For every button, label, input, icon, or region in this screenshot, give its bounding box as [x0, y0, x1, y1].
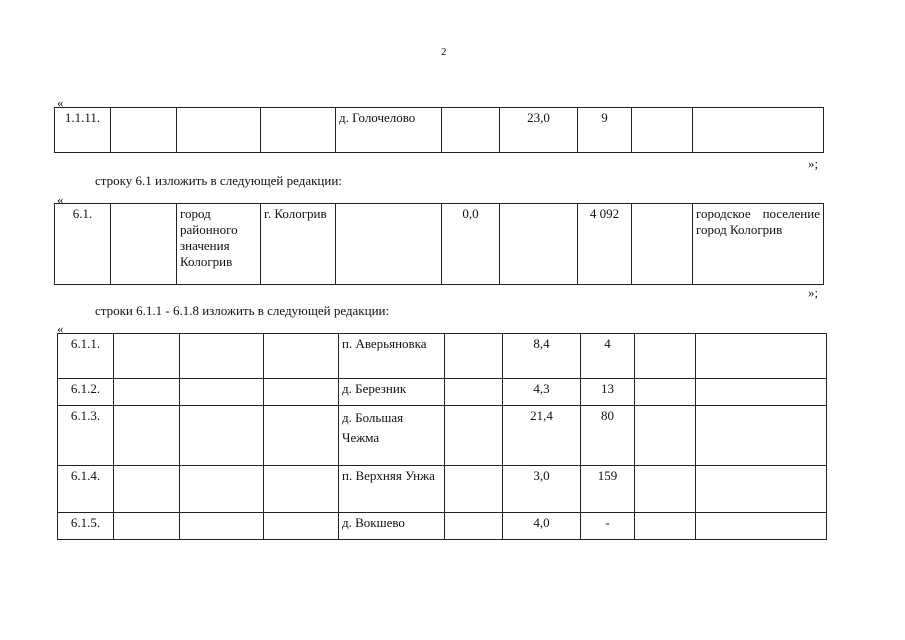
municipality: городское поселение город Кологрив [693, 204, 824, 285]
settlement-short: г. Кологрив [261, 204, 336, 285]
table-1 [54, 107, 824, 153]
row-number: 6.1.3. [58, 406, 114, 466]
population-value: 9 [578, 108, 632, 153]
cell [180, 406, 264, 466]
row-number: 6.1.1. [58, 334, 114, 379]
open-quote: « [57, 192, 64, 207]
row-number: 6.1. [55, 204, 111, 285]
population-value: 13 [581, 379, 635, 406]
cell [696, 406, 827, 466]
cell [696, 334, 827, 379]
cell [635, 466, 696, 513]
population-value: 4 [581, 334, 635, 379]
cell [635, 406, 696, 466]
cell [114, 379, 180, 406]
cell [180, 466, 264, 513]
area-value: 3,0 [503, 466, 581, 513]
cell [114, 466, 180, 513]
cell [111, 204, 177, 285]
table-row [58, 513, 827, 540]
cell [696, 466, 827, 513]
cell [696, 379, 827, 406]
page-number: 2 [441, 46, 447, 58]
cell [445, 334, 503, 379]
cell [177, 108, 261, 153]
cell [635, 513, 696, 540]
paragraph-2: строки 6.1.1 - 6.1.8 изложить в следующей редакции: [95, 303, 390, 318]
row-number: 6.1.5. [58, 513, 114, 540]
cell [180, 379, 264, 406]
close-quote: »; [808, 285, 819, 300]
population-value: - [581, 513, 635, 540]
cell [635, 379, 696, 406]
area-value: 23,0 [500, 108, 578, 153]
cell [114, 513, 180, 540]
cell [180, 513, 264, 540]
settlement-name: д. Вокшево [339, 513, 445, 540]
table-row [58, 334, 827, 379]
open-quote: « [57, 95, 64, 110]
settlement-name: д. Березник [339, 379, 445, 406]
cell [696, 513, 827, 540]
cell [445, 406, 503, 466]
cell [632, 204, 693, 285]
cell [264, 466, 339, 513]
table-row [55, 204, 824, 285]
cell [180, 334, 264, 379]
row-number: 6.1.4. [58, 466, 114, 513]
area-value: 21,4 [503, 406, 581, 466]
settlement-name: п. Верхняя Унжа [339, 466, 445, 513]
cell [261, 108, 336, 153]
cell [264, 334, 339, 379]
cell [445, 513, 503, 540]
paragraph-1: строку 6.1 изложить в следующей редакции: [95, 173, 342, 188]
table-3 [57, 333, 827, 540]
settlement-name: п. Аверьяновка [339, 334, 445, 379]
population-value: 80 [581, 406, 635, 466]
row-number: 6.1.2. [58, 379, 114, 406]
close-quote: »; [808, 156, 819, 171]
table-row [58, 406, 827, 466]
cell [445, 466, 503, 513]
settlement-name: д. Большая Чежма [339, 406, 445, 466]
settlement-name [336, 204, 442, 285]
table-row [55, 108, 824, 153]
table-row [58, 466, 827, 513]
area-value: 8,4 [503, 334, 581, 379]
cell [632, 108, 693, 153]
area-value: 4,3 [503, 379, 581, 406]
cell [114, 334, 180, 379]
cell [264, 513, 339, 540]
settlement-type: город районного значения Кологрив [177, 204, 261, 285]
cell [111, 108, 177, 153]
open-quote: « [57, 321, 64, 336]
cell [264, 379, 339, 406]
table-2 [54, 203, 824, 285]
cell [442, 108, 500, 153]
row-number: 1.1.11. [55, 108, 111, 153]
cell [500, 204, 578, 285]
table-row [58, 379, 827, 406]
cell [114, 406, 180, 466]
cell [445, 379, 503, 406]
population-value: 159 [581, 466, 635, 513]
area-value: 0,0 [442, 204, 500, 285]
population-value: 4 092 [578, 204, 632, 285]
cell [264, 406, 339, 466]
cell [635, 334, 696, 379]
settlement-name: д. Голочелово [336, 108, 442, 153]
cell [693, 108, 824, 153]
area-value: 4,0 [503, 513, 581, 540]
